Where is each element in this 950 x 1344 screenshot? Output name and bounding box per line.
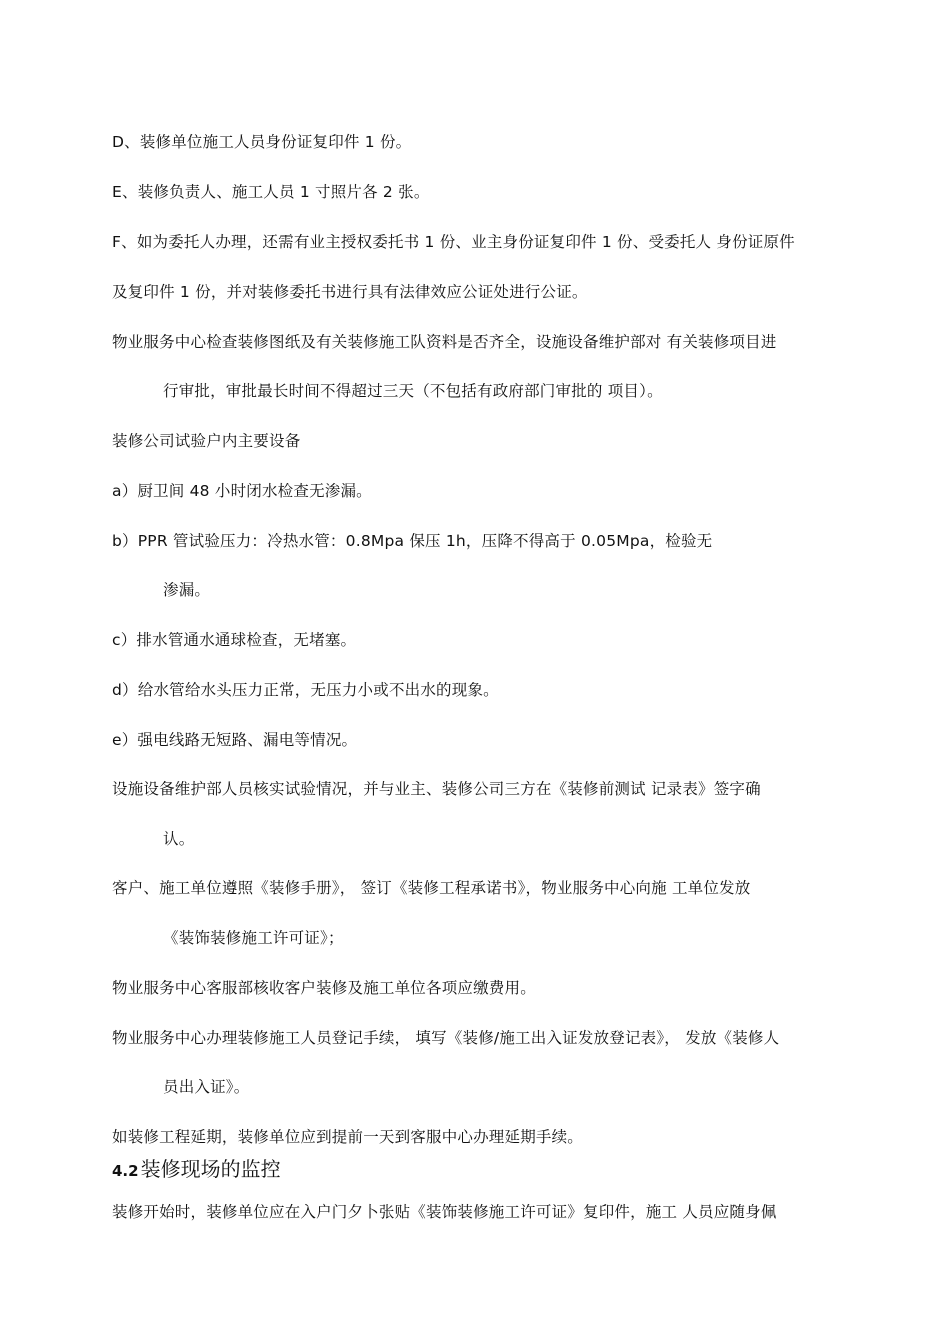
paragraph-line: 《装饰装修施工许可证》； xyxy=(163,929,344,947)
paragraph-line: 及复印件 1 份，并对装修委托书进行具有法律效应公证处进行公证。 xyxy=(112,283,588,301)
paragraph-line: a）厨卫间 48 小时闭水检查无渗漏。 xyxy=(112,482,372,500)
paragraph-line: c）排水管通水通球检查，无堵塞。 xyxy=(112,631,357,649)
paragraph-line: b）PPR 管试验压力：冷热水管：0.8Mpa 保压 1h，压降不得高于 0.05Mpa，检验无 xyxy=(112,532,713,550)
paragraph-line: 如装修工程延期，装修单位应到提前一天到客服中心办理延期手续。 xyxy=(112,1128,584,1146)
paragraph-line: D、装修单位施工人员身份证复印件 1 份。 xyxy=(112,133,412,151)
paragraph-line: 员出入证》。 xyxy=(163,1078,250,1096)
paragraph-line: d）给水管给水头压力正常，无压力小或不出水的现象。 xyxy=(112,681,499,699)
paragraph-line: e）强电线路无短路、漏电等情况。 xyxy=(112,731,358,749)
section-title: 装修现场的监控 xyxy=(140,1157,281,1181)
paragraph-line: 设施设备维护部人员核实试验情况，并与业主、装修公司三方在《装修前测试 记录表》签字确 xyxy=(112,780,761,798)
paragraph-line: 装修公司试验户内主要设备 xyxy=(112,432,301,450)
paragraph-line: 物业服务中心办理装修施工人员登记手续， 填写《装修/施工出入证发放登记表》， 发放《装修人 xyxy=(112,1029,780,1047)
paragraph-line: 行审批，审批最长时间不得超过三天（不包括有政府部门审批的 项目）。 xyxy=(163,382,663,400)
paragraph-line: F、如为委托人办理，还需有业主授权委托书 1 份、业主身份证复印件 1 份、受委托人 身份证原件 xyxy=(112,233,795,251)
paragraph-line: 认。 xyxy=(163,830,195,848)
paragraph-line: 渗漏。 xyxy=(163,581,211,599)
section-number: 4.2 xyxy=(112,1162,139,1180)
section-heading xyxy=(112,1156,281,1184)
paragraph-line: 装修开始时，装修单位应在入户门夕卜张贴《装饰装修施工许可证》复印件，施工 人员应随身佩 xyxy=(112,1203,777,1221)
paragraph-line: 物业服务中心客服部核收客户装修及施工单位各项应缴费用。 xyxy=(112,979,536,997)
paragraph-line: E、装修负责人、施工人员 1 寸照片各 2 张。 xyxy=(112,183,430,201)
paragraph-line: 客户、施工单位遵照《装修手册》， 签订《装修工程承诺书》，物业服务中心向施 工单位发放 xyxy=(112,879,751,897)
paragraph-line: 物业服务中心检查装修图纸及有关装修施工队资料是否齐全，设施设备维护部对 有关装修项目进 xyxy=(112,333,777,351)
